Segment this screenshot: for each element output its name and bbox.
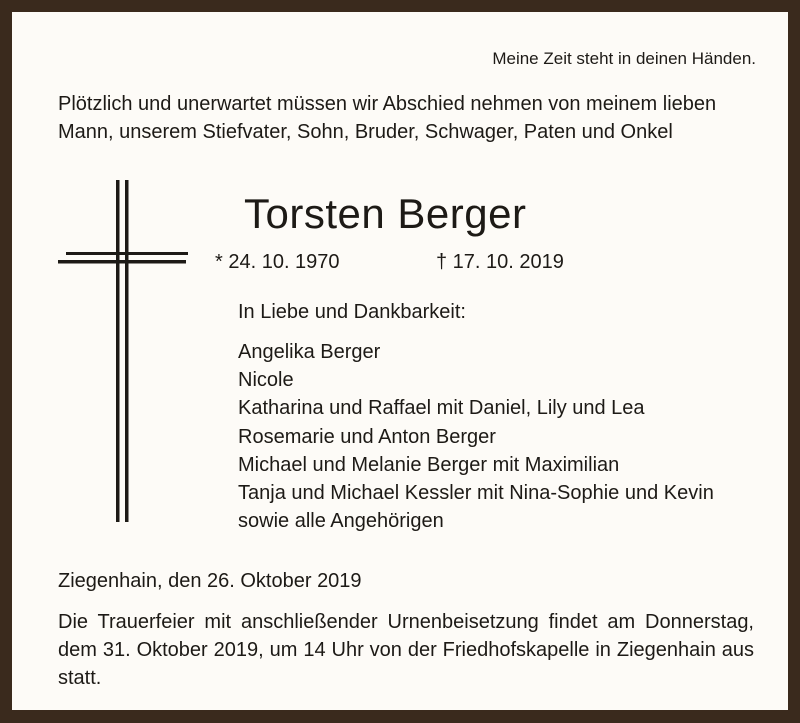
mourners-list: [238, 338, 758, 535]
obituary-notice: [12, 12, 788, 710]
mourner: Angelika Berger: [238, 341, 381, 363]
mourner: Tanja und Michael Kessler mit Nina-Sophie und Kevin: [238, 482, 714, 505]
death-date: † 17. 10. 2019: [436, 251, 564, 273]
mourner: Katharina und Raffael mit Daniel, Lily und Lea: [238, 397, 645, 420]
thanks-heading: In Liebe und Dankbarkeit:: [238, 301, 466, 323]
deceased-name: Torsten Berger: [244, 190, 527, 237]
service-info: Die Trauerfeier mit anschließender Urnenbeisetzung findet am Donnerstag, dem 31. Oktober 2019, um 14 Uhr von der Friedhofskapelle in Ziegenhain aus statt.: [58, 611, 754, 689]
mourner: sowie alle Angehörigen: [238, 510, 444, 533]
mourner: Nicole: [238, 369, 294, 392]
birth-date: * 24. 10. 1970: [215, 251, 340, 273]
place-date: Ziegenhain, den 26. Oktober 2019: [58, 570, 362, 592]
mourner: Rosemarie und Anton Berger: [238, 425, 496, 448]
mourner: Michael und Melanie Berger mit Maximilian: [238, 453, 620, 476]
intro-text: Plötzlich und unerwartet müssen wir Abschied nehmen von meinem lieben Mann, unserem Stiefvater, Sohn, Bruder, Schwager, Paten und Onkel: [58, 93, 717, 143]
motto: Meine Zeit steht in deinen Händen.: [492, 49, 756, 68]
